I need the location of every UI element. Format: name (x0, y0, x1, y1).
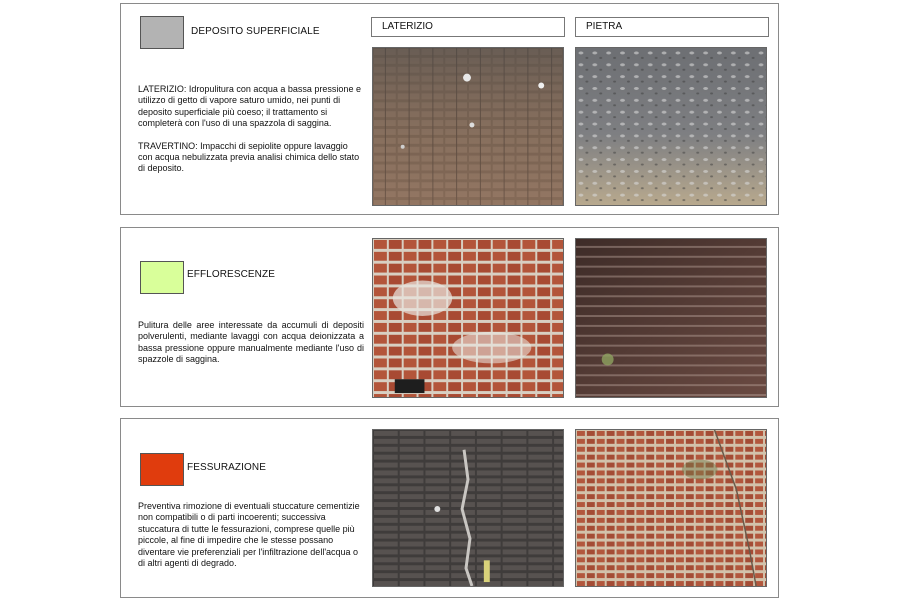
description-paragraph: TRAVERTINO: Impacchi di sepiolite oppure lavaggio con acqua nebulizzata previa analisi chimica dello stato di deposito. (138, 140, 360, 174)
description-paragraph: LATERIZIO: Idropulitura con acqua a bassa pressione e utilizzo di getto di vapore saturo umido, nei punti di deposito superficiale più coeso; il trattamento si completerà con l'uso di una spazzola di saggina. (138, 84, 361, 129)
stone-wall-efflorescence-photo (575, 238, 767, 398)
column-header-laterizio: LATERIZIO (371, 17, 565, 37)
section-deposito-superficiale (120, 3, 779, 215)
description-paragraph: Pulitura delle aree interessate da accumuli di depositi polverulenti, mediante lavaggi con acqua deionizzata a bassa pressione oppure manualmente mediante l'uso di spazzole di saggina. (138, 320, 364, 365)
brick-wall-crack-photo (372, 429, 564, 587)
section-description (138, 320, 364, 377)
section-description (138, 84, 364, 186)
section-description (138, 501, 364, 580)
stone-wall-surface-deposit-photo (575, 47, 767, 206)
section-title: DEPOSITO SUPERFICIALE (191, 26, 320, 37)
column-header-pietra: PIETRA (575, 17, 769, 37)
description-paragraph: Preventiva rimozione di eventuali stuccature cementizie non compatibili o di parti incoerenti; successiva stuccatura di tutte le fessurazioni, comprese quelle più piccole, al fine di impedire che le stesse possano diventare vie preferenziali per l'infiltrazione dell'acqua o di altri agenti di degrado. (138, 501, 360, 569)
section-efflorescenze (120, 227, 779, 407)
stone-wall-crack-photo (575, 429, 767, 587)
brick-wall-efflorescence-photo (372, 238, 564, 398)
section-fessurazione (120, 418, 779, 598)
brick-wall-surface-deposit-photo (372, 47, 564, 206)
section-title: EFFLORESCENZE (187, 269, 275, 280)
legend-swatch-light-green (140, 261, 184, 294)
section-title: FESSURAZIONE (187, 462, 266, 473)
legend-swatch-grey (140, 16, 184, 49)
legend-swatch-orange-red (140, 453, 184, 486)
